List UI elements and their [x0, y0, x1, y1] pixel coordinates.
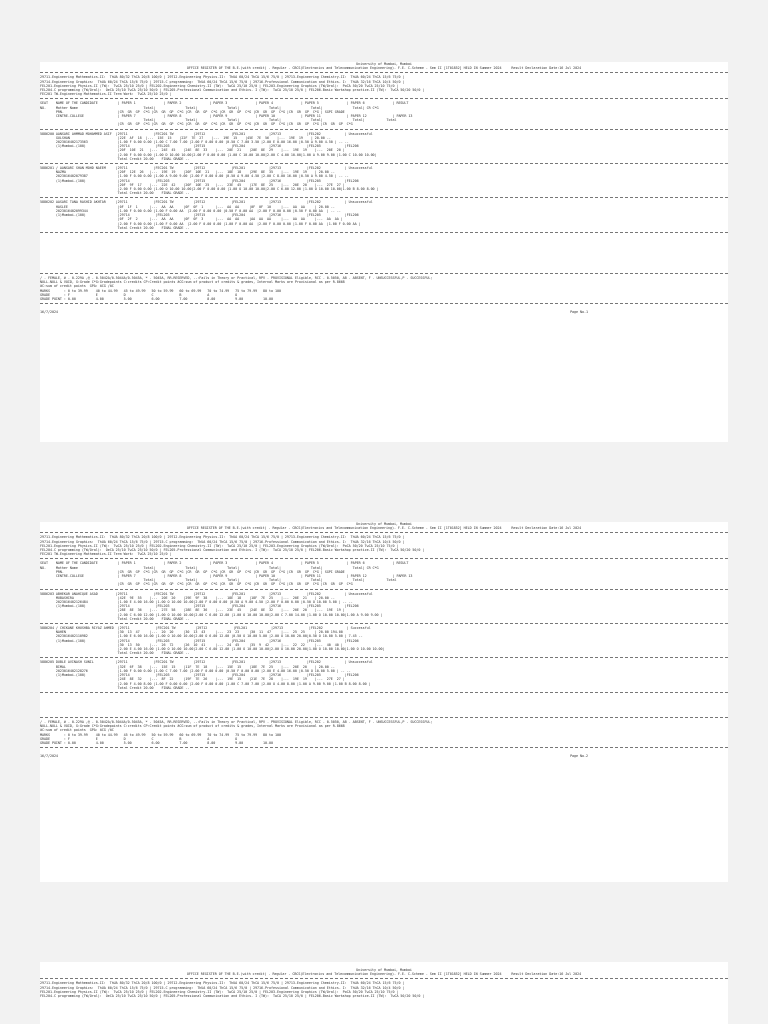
- student-record: [40, 132, 728, 161]
- divider: [40, 232, 728, 233]
- course-line: 29711-Engineering Mathematics-II: ThUA 80/32 ThCA 20/8 100/0 | 29712-Engineering Physics-II: ThUA 60/24 ThCA 15/6 75/0 | 29713-Engineering Chemistry-II: ThUA 60/24 ThCA 15/6 75/0 |: [40, 75, 405, 80]
- divider: [40, 657, 728, 658]
- record-line: Total Credit 20.00 FINAL GRADE --: [40, 191, 190, 196]
- record-line: 2023016402128276 |1.00 F 0.00 0.00 |1.00 C 7.00 7.00 |2.00 F 0.00 0.00 |0.50 F 0.00 0.00 |2.00 E 4.00 16.00 |0.50 O 10.00 5.00 | -- --: [40, 668, 351, 673]
- divider: [40, 717, 728, 718]
- record-line: 5886202 AASARI TANA RASHID AKHTAR |29711 |FEC201 TW |29712 |FEL201 |29713 |FEL202 | Unsuccessful: [40, 200, 373, 205]
- course-line: FEC201 TW-Engineering Mathematics-II Term Work: TwCA 25/10 25/0 |: [40, 552, 172, 557]
- record-line: |20F 10E 21 |--- 24E 45 |24E 8E 33 |--- 20E 21 |20E 8E 29 |--- 19E 19 |--- 20E 20 |: [40, 148, 345, 153]
- record-line: 5886201 / AANSARI SHAN MOHD NAEEM |29711 |FEC201 TW |29712 |FEL201 |29713 |FEL202 | Unsuccessful: [40, 166, 373, 171]
- record-line: MUBASHIRA |42E 9E 55 |--- 20E 20 |29E 9F 38 |--- 18E 18 |18F 7E 25 |--- 20E 21 | 20.00 --: [40, 595, 335, 600]
- divider: [40, 747, 728, 748]
- course-line: 29711-Engineering Mathematics-II: ThUA 80/32 ThCA 20/8 100/0 | 29712-Engineering Physics-II: ThUA 60/24 ThCA 15/6 75/0 | 29713-Engineering Chemistry-II: ThUA 60/24 ThCA 15/6 75/0 |: [40, 535, 405, 540]
- record-line: 2023016402099344 |1.00 F 0.00 0.00 |1.00 F 0.00 AA |2.00 F 0.00 0.00 |0.50 F 0.00 AA |2.00 F 0.00 0.00 |0.50 F 0.00 AA | -- --: [40, 208, 341, 213]
- legend-line: äC:sum of credit points GPA: äCG /äC: [40, 728, 114, 733]
- divider: [40, 163, 728, 164]
- legend: [40, 720, 728, 733]
- student-record: [40, 200, 728, 229]
- course-line: FEL204-C programming (TW/Oral): OeCA 25/10 TwCA 25/10 50/0 | FEL205-Professional Communication and Ethics- I (TW): TwCA 25/10 25/0 | FEL206-Basic Workshop practice-II (TW): TwCA 50/20 50/0 |: [40, 88, 425, 93]
- record-line: |28E 8E 36 |--- 27E 58 |28E 8E 36 |--- 23E 45 |24E 8E 32 |--- 20E 20 |--- 19E 19 |: [40, 608, 345, 613]
- course-line: FEC201 TW-Engineering Mathematics-II Term Work: TwCA 25/10 25/0 |: [40, 92, 172, 97]
- table-header-line: |CR GR GP C*G |CR GR GP C*G |CR GR GP C*G |CR GR GP C*G |CR GR GP C*G |CR GR GP C*G |CR GR GP C*G: [40, 122, 353, 127]
- divider: [40, 303, 728, 304]
- register-page-2: [40, 522, 728, 882]
- university-title: University of Mumbai, Mumbai: [356, 62, 412, 66]
- record-line: |2.00 C 6.00 12.00 |1.00 O 10.00 10.00|2.00 C 6.00 12.00 |1.00 O 10.00 10.00|2.00 C 7.00 14.00 |1.00 O 10.00 10.00|1.00 A 9.00 9.00 |: [40, 612, 383, 617]
- divider: [40, 623, 728, 624]
- table-header: [40, 561, 728, 586]
- record-line: 5886204 / CHIKANE KHUSHBA RIYAZ AHMED |29711 |FEC201 TW |29712 |FEL201 |29713 |FEL202 | Successful: [40, 626, 371, 631]
- record-line: (1)Mumbai-(100) |29714 |FEL203 |29715 |FEL204 |29716 |FEL205 |FEL206: [40, 178, 359, 183]
- record-line: (1)Mumbai-(100) |29714 |FEL203 |29715 |FEL204 |29716 |FEL205 |FEL206: [40, 144, 359, 149]
- record-line: 2023016402126484 |1.00 E 4.00 16.00 |1.00 O 10.00 10.00|2.00 F 0.00 0.00 |0.50 A 9.00 4.50 |2.00 F 0.00 0.00 |0.50 O 10.00 5.00 | -- --: [40, 600, 353, 605]
- grade-table: [40, 733, 728, 746]
- divider: [40, 692, 728, 693]
- table-header-line: NO. Mother Name Total| Total| Total| Total| Total| Total| CR C*G: [40, 565, 379, 570]
- course-line: 29711-Engineering Mathematics-II: ThUA 80/32 ThCA 20/8 100/0 | 29712-Engineering Physics-II: ThUA 60/24 ThCA 15/6 75/0 | 29713-Engineering Chemistry-II: ThUA 60/24 ThCA 15/6 75/0 |: [40, 981, 405, 986]
- grade-row: MARKS : 0 to 39.99 40 to 44.99 45 to 49.99 50 to 59.99 60 to 69.99 70 to 74.99 75 to 79.99 80 to 100: [40, 288, 281, 293]
- record-line: |30 13 50 |--- 26 72 |26 10 41 |--- 24 45 |35 9 42 |--- 22 22 |--- 40 40 |: [40, 642, 343, 647]
- divider: [40, 197, 728, 198]
- divider: [40, 129, 728, 130]
- record-line: |20F 9F 17 |--- 22E 42 |20F 10E 25 |--- 23E 45 |17E 8E 25 |--- 20E 20 |--- 27E 27 |: [40, 182, 345, 187]
- record-line: |0F 2F 2 |--- AA AA |0F 0F 3 |--- AA AA |AA AA AA |--- AA AA |--- AA AA |: [40, 217, 343, 222]
- legend: [40, 276, 728, 289]
- table-header: [40, 101, 728, 126]
- divider: [40, 978, 728, 979]
- divider: [40, 98, 728, 99]
- record-line: |2.00 F 0.00 0.00 |1.00 O 10.00 10.00|2.00 F 0.00 0.00 |1.00 O 10.00 10.00|2.00 C 6.00 12.00 |1.00 O 10.00 10.00|1.00 B 8.00 8.00 |: [40, 187, 379, 192]
- student-record: [40, 626, 728, 655]
- record-line: Total Credit 20.00 FINAL GRADE --: [40, 225, 190, 230]
- grade-row: GRADE POINT : 0.00 4.00 5.00 6.00 7.00 8.00 9.00 10.00: [40, 296, 273, 301]
- record-line: (1)Mumbai-(100) |29714 |FEL203 |29715 |FEL204 |29716 |FEL205 |FEL206: [40, 673, 359, 678]
- university-title: University of Mumbai, Mumbai: [356, 968, 412, 972]
- record-line: (1)Mumbai-(100) |29714 |FEL203 |29715 |FEL204 |29716 |FEL205 |FEL206: [40, 604, 359, 609]
- record-line: Total Credit 20.00 FINAL GRADE --: [40, 156, 190, 161]
- legend-line: NULL-NULL & VOID, G:Grade C*G:Gradepoints C:credits CP:Credit points äCG:sum of product of credits & grades, Internal Marks are Provisional as per R.8668: [40, 280, 345, 285]
- grade-row: GRADE : F E D C B A O: [40, 292, 238, 297]
- record-line: Total Credit 20.00 FINAL GRADE --: [40, 651, 190, 656]
- course-line: FEL201-Engineering Physics-II (TW): TwCA 25/10 25/0 | FEL202-Engineering Chemistry-II (TW): TwCA 25/10 25/0 | FEL203-Engineering Graphics (TW/Oral): PoCA 50/20 TwCA 25/10 75/0 |: [40, 543, 399, 548]
- table-header-line: CENTRE-COLLEGE | PAPER 7 | PAPER 8 | PAPER 9 | PAPER 10 | PAPER 11 | PAPER 12 | PAPER 13: [40, 114, 413, 119]
- course-line: FEL204-C programming (TW/Oral): OeCA 25/10 TwCA 25/10 50/0 | FEL205-Professional Communication and Ethics- I (TW): TwCA 25/10 25/0 | FEL206-Basic Workshop practice-II (TW): TwCA 50/20 50/0 |: [40, 994, 425, 999]
- legend-line: äC:sum of credit points GPA: äCG /äC: [40, 284, 114, 289]
- divider: [40, 589, 728, 590]
- table-header-line: SEAT NAME OF THE CANDIDATE | PAPER 1 | PAPER 2 | PAPER 3 | PAPER 4 | PAPER 5 | PAPER 6 | RESULT: [40, 101, 409, 106]
- student-record: [40, 660, 728, 689]
- table-header-line: Total| Total| Total| Total| Total| Total| Total: [40, 578, 397, 583]
- record-line: (1)Mumbai-(100) |29714 |FEL203 |29715 |FEL204 |29716 |FEL205 |FEL206: [40, 638, 359, 643]
- legend-line: NULL-NULL & VOID, G:Grade C*G:Gradepoints C:credits CP:Credit points äCG:sum of product of credits & grades, Internal Marks are Provisional as per R.8668: [40, 724, 345, 729]
- divider: [40, 532, 728, 533]
- grade-row: MARKS : 0 to 39.99 40 to 44.99 45 to 49.99 50 to 59.99 60 to 69.99 70 to 74.99 75 to 79.99 80 to 100: [40, 732, 281, 737]
- grade-row: GRADE POINT : 0.00 4.00 5.00 6.00 7.00 8.00 9.00 10.00: [40, 740, 273, 745]
- record-line: |2.00 E 4.00 16.00 |1.00 O 10.00 10.00|2.00 C 6.00 12.00 |1.00 O 10.00 10.00|2.00 O 10.00 20.00|1.00 O 10.00 10.00|1.00 O 10.00 10.00|: [40, 647, 385, 652]
- record-line: |24E 8E 32 |--- 8F 22 |19F 7E 26 |--- 19E 15 |21E 7E 28 |--- 19E 19 |--- 27E 27 |: [40, 677, 345, 682]
- record-line: Total Credit 20.00 FINAL GRADE --: [40, 616, 190, 621]
- course-line: FEL204-C programming (TW/Oral): OeCA 25/10 TwCA 25/10 50/0 | FEL205-Professional Communication and Ethics- I (TW): TwCA 25/10 25/0 | FEL206-Basic Workshop practice-II (TW): TwCA 50/20 50/0 |: [40, 548, 425, 553]
- student-record: [40, 592, 728, 621]
- course-line: 29714-Engineering Graphics: ThUA 60/24 ThCA 15/6 75/0 | 29715-C programming: ThUA 60/24 ThCA 15/6 75/0 | 29716-Professional Communication and Ethics- I: ThUA 32/16 ThCA 10/4 50/0 |: [40, 539, 405, 544]
- student-record: [40, 166, 728, 195]
- print-date: 16/7/2024: [40, 310, 58, 315]
- record-line: 5886205 DUBLE AVINASH SUNIL |29711 |FEC201 TW |29712 |FEL201 |29713 |FEL202 | Unsuccessful: [40, 660, 373, 665]
- divider: [40, 72, 728, 73]
- record-line: |2.00 F 0.00 0.00 |1.00 F 0.00 AA |2.00 F 0.00 0.00 |1.00 F 0.00 AA |2.00 F 0.00 0.00 |1.00 F 0.00 AA |1.00 F 0.00 AA |: [40, 221, 361, 226]
- course-line: 29714-Engineering Graphics: ThUA 60/24 ThCA 15/6 75/0 | 29715-C programming: ThUA 60/24 ThCA 15/6 75/0 | 29716-Professional Communication and Ethics- I: ThUA 32/16 ThCA 10/4 50/0 |: [40, 985, 405, 990]
- table-header-line: |CR GR GP C*G |CR GR GP C*G |CR GR GP C*G |CR GR GP C*G |CR GR GP C*G |CR GR GP C*G |CR GR GP C*G: [40, 582, 353, 587]
- course-line: FEL201-Engineering Physics-II (TW): TwCA 25/10 25/0 | FEL202-Engineering Chemistry-II (TW): TwCA 25/10 25/0 | FEL203-Engineering Graphics (TW/Oral): PoCA 50/20 TwCA 25/10 75/0 |: [40, 83, 399, 88]
- record-line: 5886200 AANSARI AHMMAD MOHAMMED ASIF |29711 |FEC201 TW |29712 |FEL201 |29713 |FEL202 | Unsuccessful: [40, 131, 373, 136]
- record-line: |2.00 F 0.00 0.00 |1.00 D 10.00 10.00|2.00 F 0.00 0.00 |1.00 C 10.00 10.00|2.00 C 4.00 10.00|1.00 A 9.00 9.00 |1.00 C 10.00 10.00|: [40, 152, 377, 157]
- page-number: Page No.1: [570, 310, 588, 315]
- record-line: NAHEN |30 13 47 |--- 20 20 |30 13 43 |--- 23 23 |30 11 47 |--- 25 25 | 20.00 194.00: [40, 630, 343, 635]
- record-line: HASLEE |0F 1F 1 |--- AA AA |0F 0F 1 |--- AA AA |0F 0F 10 |--- AA AA | 20.00 --: [40, 204, 335, 209]
- grade-table: [40, 289, 728, 302]
- university-title: University of Mumbai, Mumbai: [356, 522, 412, 526]
- table-header-line: PRN. |CR GR GP C*G |CR GR GP C*G |CR GR GP C*G |CR GR GP C*G |CR GR GP C*G |CR GR GP C*G | SGPI GRADE: [40, 109, 345, 114]
- register-page-1: [40, 62, 728, 442]
- divider: [40, 273, 728, 274]
- table-header-line: SEAT NAME OF THE CANDIDATE | PAPER 1 | PAPER 2 | PAPER 3 | PAPER 4 | PAPER 5 | PAPER 6 | RESULT: [40, 561, 409, 566]
- record-line: (1)Mumbai-(100) |29714 |FEL203 |29715 |FEL204 |29716 |FEL205 |FEL206: [40, 213, 359, 218]
- office-register-line: OFFICE REGISTER OF THE B.E.(with credit) - Regular - CBCS(Electronics and Telecommunication Engineering)- F.E. C-Scheme - Sem II [1T01852] HELD IN Summer 2024 Result Declaration Date:16 Jul 2024: [186, 66, 582, 71]
- office-register-line: OFFICE REGISTER OF THE B.E.(with credit) - Regular - CBCS(Electronics and Telecommunication Engineering)- F.E. C-Scheme - Sem II [1T01852] HELD IN Summer 2024 Result Declaration Date:16 Jul 2024: [186, 972, 582, 977]
- page-footer: [40, 754, 728, 758]
- page-footer: [40, 310, 728, 314]
- record-line: BIMAL |32E 6F 38 |--- 15E 15 |11F 7E 18 |--- 15E 15 |18E 7E 25 |--- 20E 20 | 20.00 --: [40, 664, 335, 669]
- record-line: 2023016402173563 |1.00 F 0.00 0.00 |1.00 C 7.00 7.00 |2.00 F 0.00 0.00 |0.50 C 7.00 3.50 |2.00 E 0.00 16.00 |0.50 A 9.00 4.50 | -- --: [40, 140, 349, 145]
- table-header-line: NO. Mother Name Total| Total| Total| Total| Total| Total| CR C*G: [40, 105, 379, 110]
- course-line: 29714-Engineering Graphics: ThUA 60/24 ThCA 15/6 75/0 | 29715-C programming: ThUA 60/24 ThCA 15/6 75/0 | 29716-Professional Communication and Ethics- I: ThUA 32/16 ThCA 10/4 50/0 |: [40, 79, 405, 84]
- legend-line: / - FEMALE, # - 0.229A ,@ - 0.5042A/0.5044A/0.5045A, * - 5045A, RR-RESERVED, --:Fails in Theory or Practical, RPV - PROVISIONAL Eligible, RCC - 0.5050, AB - ABSENT, F - UNSUCCESSFUL,P - SUCCESSFUL;: [40, 719, 433, 724]
- record-line: GULSHAN |22E AF 18 |--- 15E 15 |22F 7E 27 |--- 19E 15 |45E 7E 56 |--- 19E 19 | 20.00 --: [40, 135, 331, 140]
- divider: [40, 558, 728, 559]
- course-line: FEL201-Engineering Physics-II (TW): TwCA 25/10 25/0 | FEL202-Engineering Chemistry-II (TW): TwCA 25/10 25/0 | FEL203-Engineering Graphics (TW/Oral): PoCA 50/20 TwCA 25/10 75/0 |: [40, 989, 399, 994]
- record-line: |2.00 F 4.00 8.00 |1.00 F 0.00 0.00 |2.00 F 0.00 0.00 |1.00 C 7.00 7.00 |2.00 O 4.00 8.00 |1.00 A 9.00 9.00 |1.00 B 8.00 8.00 |: [40, 681, 371, 686]
- table-header-line: PRN. |CR GR GP C*G |CR GR GP C*G |CR GR GP C*G |CR GR GP C*G |CR GR GP C*G |CR GR GP C*G | SGPI GRADE: [40, 569, 345, 574]
- table-header-line: CENTRE-COLLEGE | PAPER 7 | PAPER 8 | PAPER 9 | PAPER 10 | PAPER 11 | PAPER 12 | PAPER 13: [40, 574, 413, 579]
- table-header-line: Total| Total| Total| Total| Total| Total| Total: [40, 118, 397, 123]
- record-line: 5886203 ABHEKAR ANAHIQUE ASAD |29711 |FEC201 TW |29712 |FEL201 |29713 |FEL202 | Unsuccessful: [40, 591, 373, 596]
- legend-line: / - FEMALE, # - 0.229A ,@ - 0.5042A/0.5044A/0.5045A, * - 5045A, RR-RESERVED, --:Fails in Theory or Practical, RPV - PROVISIONAL Eligible, RCC - 0.5050, AB - ABSENT, F - UNSUCCESSFUL,P - SUCCESSFUL;: [40, 275, 433, 280]
- record-line: 2023016402079387 |1.00 F 0.00 0.00 |1.00 A 9.00 9.00 |2.00 F 0.00 0.00 |0.50 A 9.00 4.50 |2.00 C 8.00 16.00 |0.50 A 9.00 4.50 | -- --: [40, 174, 349, 179]
- record-line: NAZMA |20F 12E 26 |--- 19E 19 |20F 10E 21 |--- 18E 18 |29E 8E 35 |--- 19E 19 | 20.00 --: [40, 170, 335, 175]
- register-page-3: [40, 962, 728, 1024]
- print-date: 16/7/2024: [40, 754, 58, 759]
- page-number: Page No.2: [570, 754, 588, 759]
- grade-row: GRADE : F E D C B A O: [40, 736, 238, 741]
- office-register-line: OFFICE REGISTER OF THE B.E.(with credit) - Regular - CBCS(Electronics and Telecommunication Engineering)- F.E. C-Scheme - Sem II [1T01852] HELD IN Summer 2024 Result Declaration Date:16 Jul 2024: [186, 526, 582, 531]
- record-line: Total Credit 20.00 FINAL GRADE --: [40, 685, 190, 690]
- record-line: 2023016402110982 |1.00 E 6.00 16.00 |1.00 O 10.00 10.00|2.00 O 6.00 12.00 |0.50 O 10.00 5.00 |2.00 O 10.00 20.00|0.50 O 10.00 5.00 | 7.45 --: [40, 634, 363, 639]
